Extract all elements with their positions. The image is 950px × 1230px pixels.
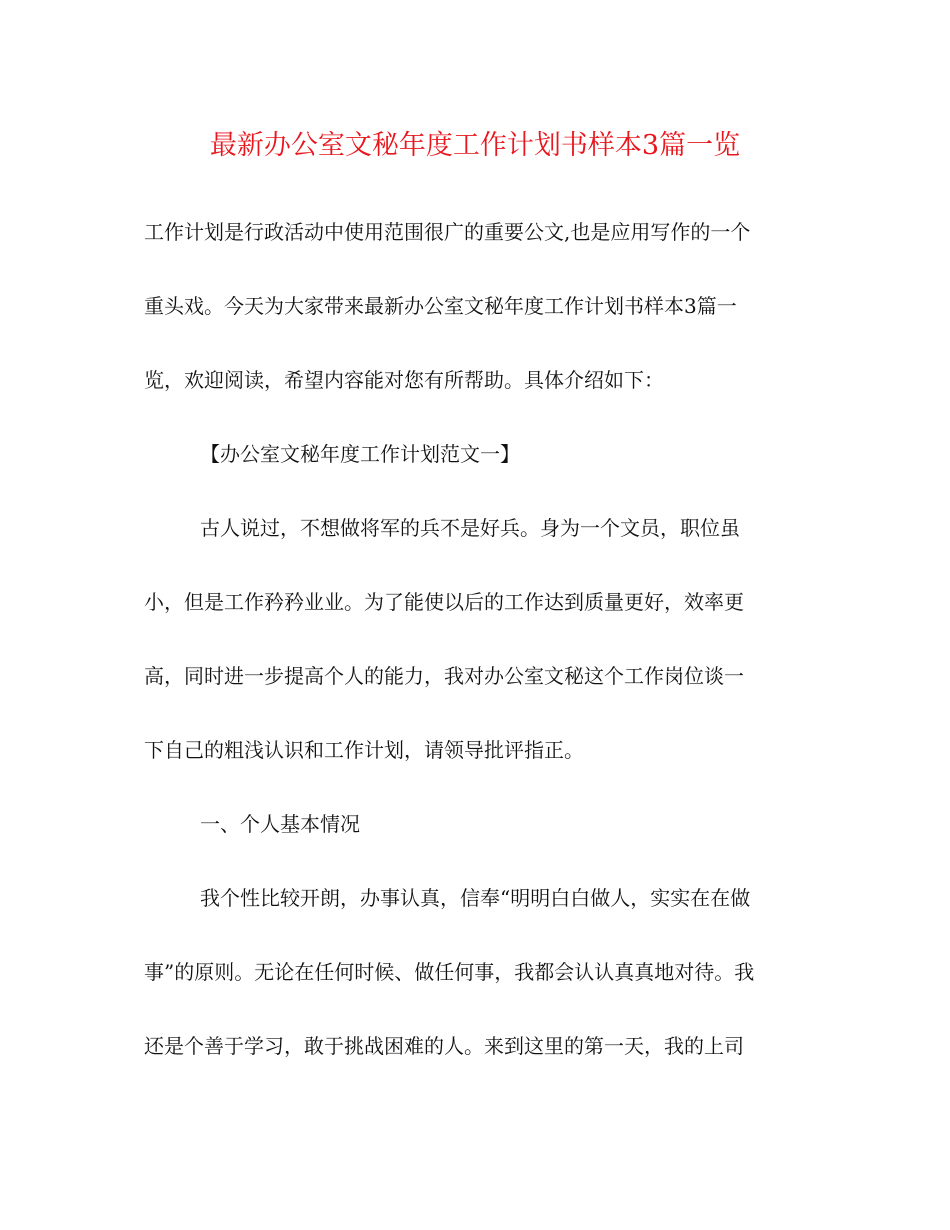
paragraph-2-line-2: 事”的原则。无论在任何时候、做任何事，我都会认认真真地对待。我	[144, 960, 755, 984]
subheading-personal-info: 一、个人基本情况	[200, 812, 360, 836]
paragraph-1-line-4: 下自己的粗浅认识和工作计划，请领导批评指正。	[144, 738, 584, 762]
paragraph-2-line-3: 还是个善于学习，敢于挑战困难的人。来到这里的第一天，我的上司	[144, 1034, 744, 1058]
paragraph-1-line-3: 高，同时进一步提高个人的能力，我对办公室文秘这个工作岗位谈一	[144, 664, 744, 688]
intro-line-3: 览，欢迎阅读，希望内容能对您有所帮助。具体介绍如下：	[144, 368, 664, 392]
paragraph-1-line-2: 小，但是工作矜矜业业。为了能使以后的工作达到质量更好，效率更	[144, 590, 744, 614]
paragraph-2-line-1: 我个性比较开朗，办事认真，信奉“明明白白做人，实实在在做	[200, 886, 751, 910]
intro-line-1: 工作计划是行政活动中使用范围很广的重要公文,也是应用写作的一个	[144, 220, 751, 244]
document-title: 最新办公室文秘年度工作计划书样本3篇一览	[209, 130, 741, 161]
section-heading-sample-one: 【办公室文秘年度工作计划范文一】	[200, 442, 520, 466]
paragraph-1-line-1: 古人说过，不想做将军的兵不是好兵。身为一个文员，职位虽	[200, 516, 740, 540]
intro-line-2: 重头戏。今天为大家带来最新办公室文秘年度工作计划书样本3篇一	[144, 294, 737, 318]
